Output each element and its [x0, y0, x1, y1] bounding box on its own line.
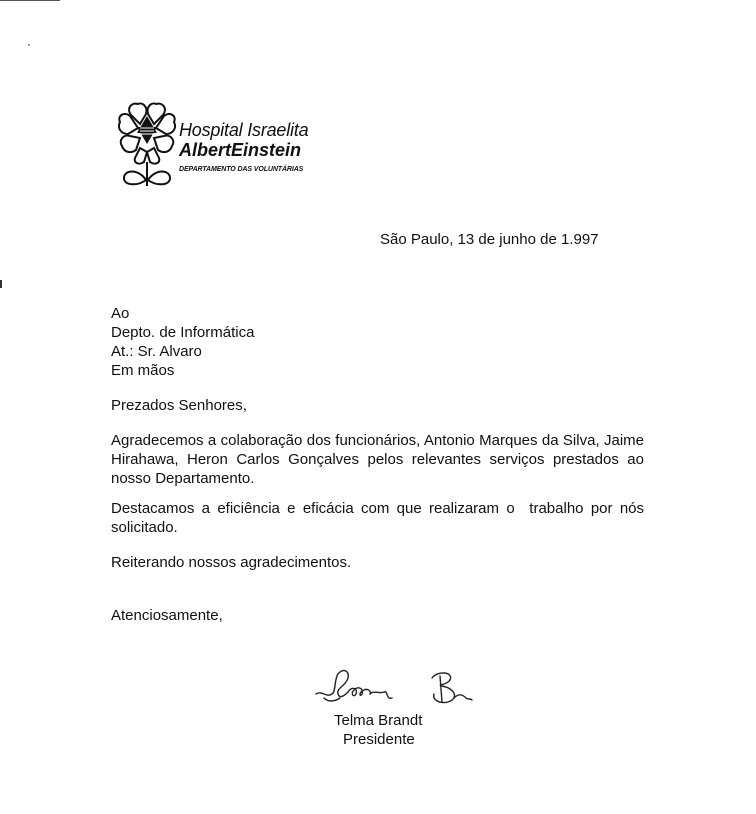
- org-name-line1: Hospital Israelita: [179, 120, 309, 140]
- signer-name: Telma Brandt: [334, 712, 423, 729]
- body-paragraph: Agradecemos a colaboração dos funcionários, Antonio Marques da Silva, Jaime Hirahawa, Heron Carlos Gonçalves pelos relevantes serviços prestados ao nosso Departamento.: [111, 432, 644, 487]
- body-paragraph: Destacamos a eficiência e eficácia com que realizaram o trabalho por nós solicitado.: [111, 500, 649, 536]
- recipient-line: Ao: [111, 305, 130, 322]
- flower-star-of-david-icon: [116, 100, 178, 188]
- scan-artifact-line: [0, 0, 60, 1]
- scan-artifact-edge: [0, 280, 2, 288]
- org-name-line2: AlbertEinstein: [179, 140, 302, 160]
- greeting: Prezados Senhores,: [111, 397, 247, 414]
- handwritten-signature-icon: [314, 664, 474, 710]
- letterhead: [116, 100, 326, 190]
- date-line: São Paulo, 13 de junho de 1.997: [380, 231, 599, 248]
- scan-artifact-dot: [28, 44, 30, 46]
- closing: Atenciosamente,: [111, 607, 223, 624]
- org-department: DEPARTAMENTO DAS VOLUNTÁRIAS: [179, 166, 304, 173]
- recipient-line: Em mãos: [111, 362, 175, 379]
- signer-title: Presidente: [343, 731, 415, 748]
- recipient-line: At.: Sr. Alvaro: [111, 343, 202, 360]
- recipient-line: Depto. de Informática: [111, 324, 255, 341]
- body-paragraph: Reiterando nossos agradecimentos.: [111, 554, 352, 571]
- recipient-block: [111, 304, 254, 380]
